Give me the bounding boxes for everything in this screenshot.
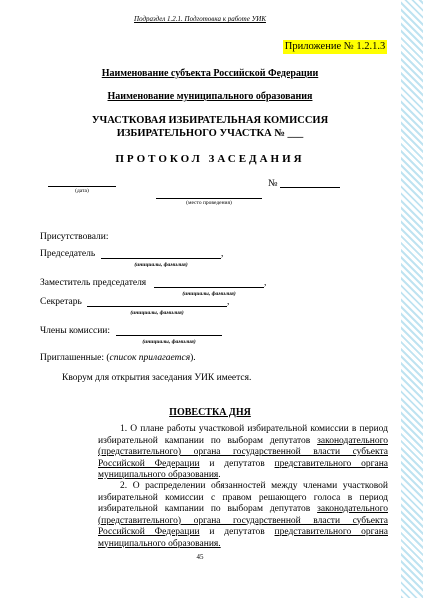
date-caption: (дата) xyxy=(75,188,89,194)
chairman-line xyxy=(101,258,221,259)
number-label: № xyxy=(268,178,278,189)
agenda-item-2-municipal-organ: представительного органа муниципального образования. xyxy=(98,527,388,549)
agenda-item-1-end: . xyxy=(218,470,221,480)
date-line xyxy=(48,186,116,187)
chairman-caption: (инициалы, фамилия) xyxy=(134,262,188,268)
deputy-comma: , xyxy=(264,278,267,288)
chairman-comma: , xyxy=(221,249,224,259)
agenda-item-1-municipal-organ: представительного органа муниципального образования xyxy=(98,458,388,480)
agenda-item-2-text: 2. О распределении обязанностей между членами участковой избирательной комиссии с правом решающего голоса в период избирательной кампании по выборам депутатов xyxy=(98,481,388,514)
agenda-item-2-and: и депутатов xyxy=(199,527,275,537)
page-number: 45 xyxy=(196,553,204,561)
deputy-line xyxy=(154,287,264,288)
secretary-line xyxy=(87,306,227,307)
protocol-title: ПРОТОКОЛ ЗАСЕДАНИЯ xyxy=(115,153,305,165)
agenda-title: ПОВЕСТКА ДНЯ xyxy=(169,407,251,418)
agenda-item-1-and: и депутатов xyxy=(199,458,275,469)
place-line xyxy=(156,198,262,199)
present-label: Присутствовали: xyxy=(40,232,109,242)
place-caption: (место проведения) xyxy=(186,200,232,206)
invited-line xyxy=(40,353,196,363)
quorum-text: Кворум для открытия заседания УИК имеется. xyxy=(62,373,252,383)
municipality-title: Наименование муниципального образования xyxy=(107,91,313,102)
decorative-side-stripe xyxy=(401,0,423,598)
secretary-caption: (инициалы, фамилия) xyxy=(130,310,184,316)
agenda-item-1-organ: законодательного (представительного) органа государственной власти субъекта Российской Федерации xyxy=(98,435,388,469)
commission-title-line1: УЧАСТКОВАЯ ИЗБИРАТЕЛЬНАЯ КОМИССИЯ xyxy=(91,115,329,126)
agenda-item-2-organ: законодательного (представительного) органа государственной власти субъекта Российской Федерации xyxy=(98,504,388,537)
agenda-item-1-text: 1. О плане работы участковой избирательной комиссии в период избирательной кампании по выборам депутатов xyxy=(98,424,388,446)
members-line xyxy=(116,335,222,336)
members-label: Члены комиссии: xyxy=(40,326,111,336)
invited-list-note: список прилагается xyxy=(109,353,191,363)
chairman-label: Председатель xyxy=(40,249,96,259)
agenda-item-2 xyxy=(98,481,388,550)
agenda-item-1 xyxy=(98,424,388,482)
deputy-label: Заместитель председателя xyxy=(40,278,147,288)
subject-title: Наименование субъекта Российской Федерации xyxy=(101,68,319,79)
subsection-header: Подраздел 1.2.1. Подготовка к работе УИК xyxy=(134,15,266,23)
secretary-label: Секретарь xyxy=(40,297,82,307)
number-line xyxy=(280,187,340,188)
appendix-label: Приложение № 1.2.1.3 xyxy=(284,41,386,52)
invited-prefix: Приглашенные: ( xyxy=(40,353,110,363)
members-caption: (инициалы, фамилия) xyxy=(142,339,196,345)
secretary-comma: , xyxy=(227,297,230,307)
commission-title-line2: ИЗБИРАТЕЛЬНОГО УЧАСТКА № ___ xyxy=(116,128,304,139)
invited-suffix: ). xyxy=(190,353,196,363)
deputy-caption: (инициалы, фамилия) xyxy=(182,291,236,297)
